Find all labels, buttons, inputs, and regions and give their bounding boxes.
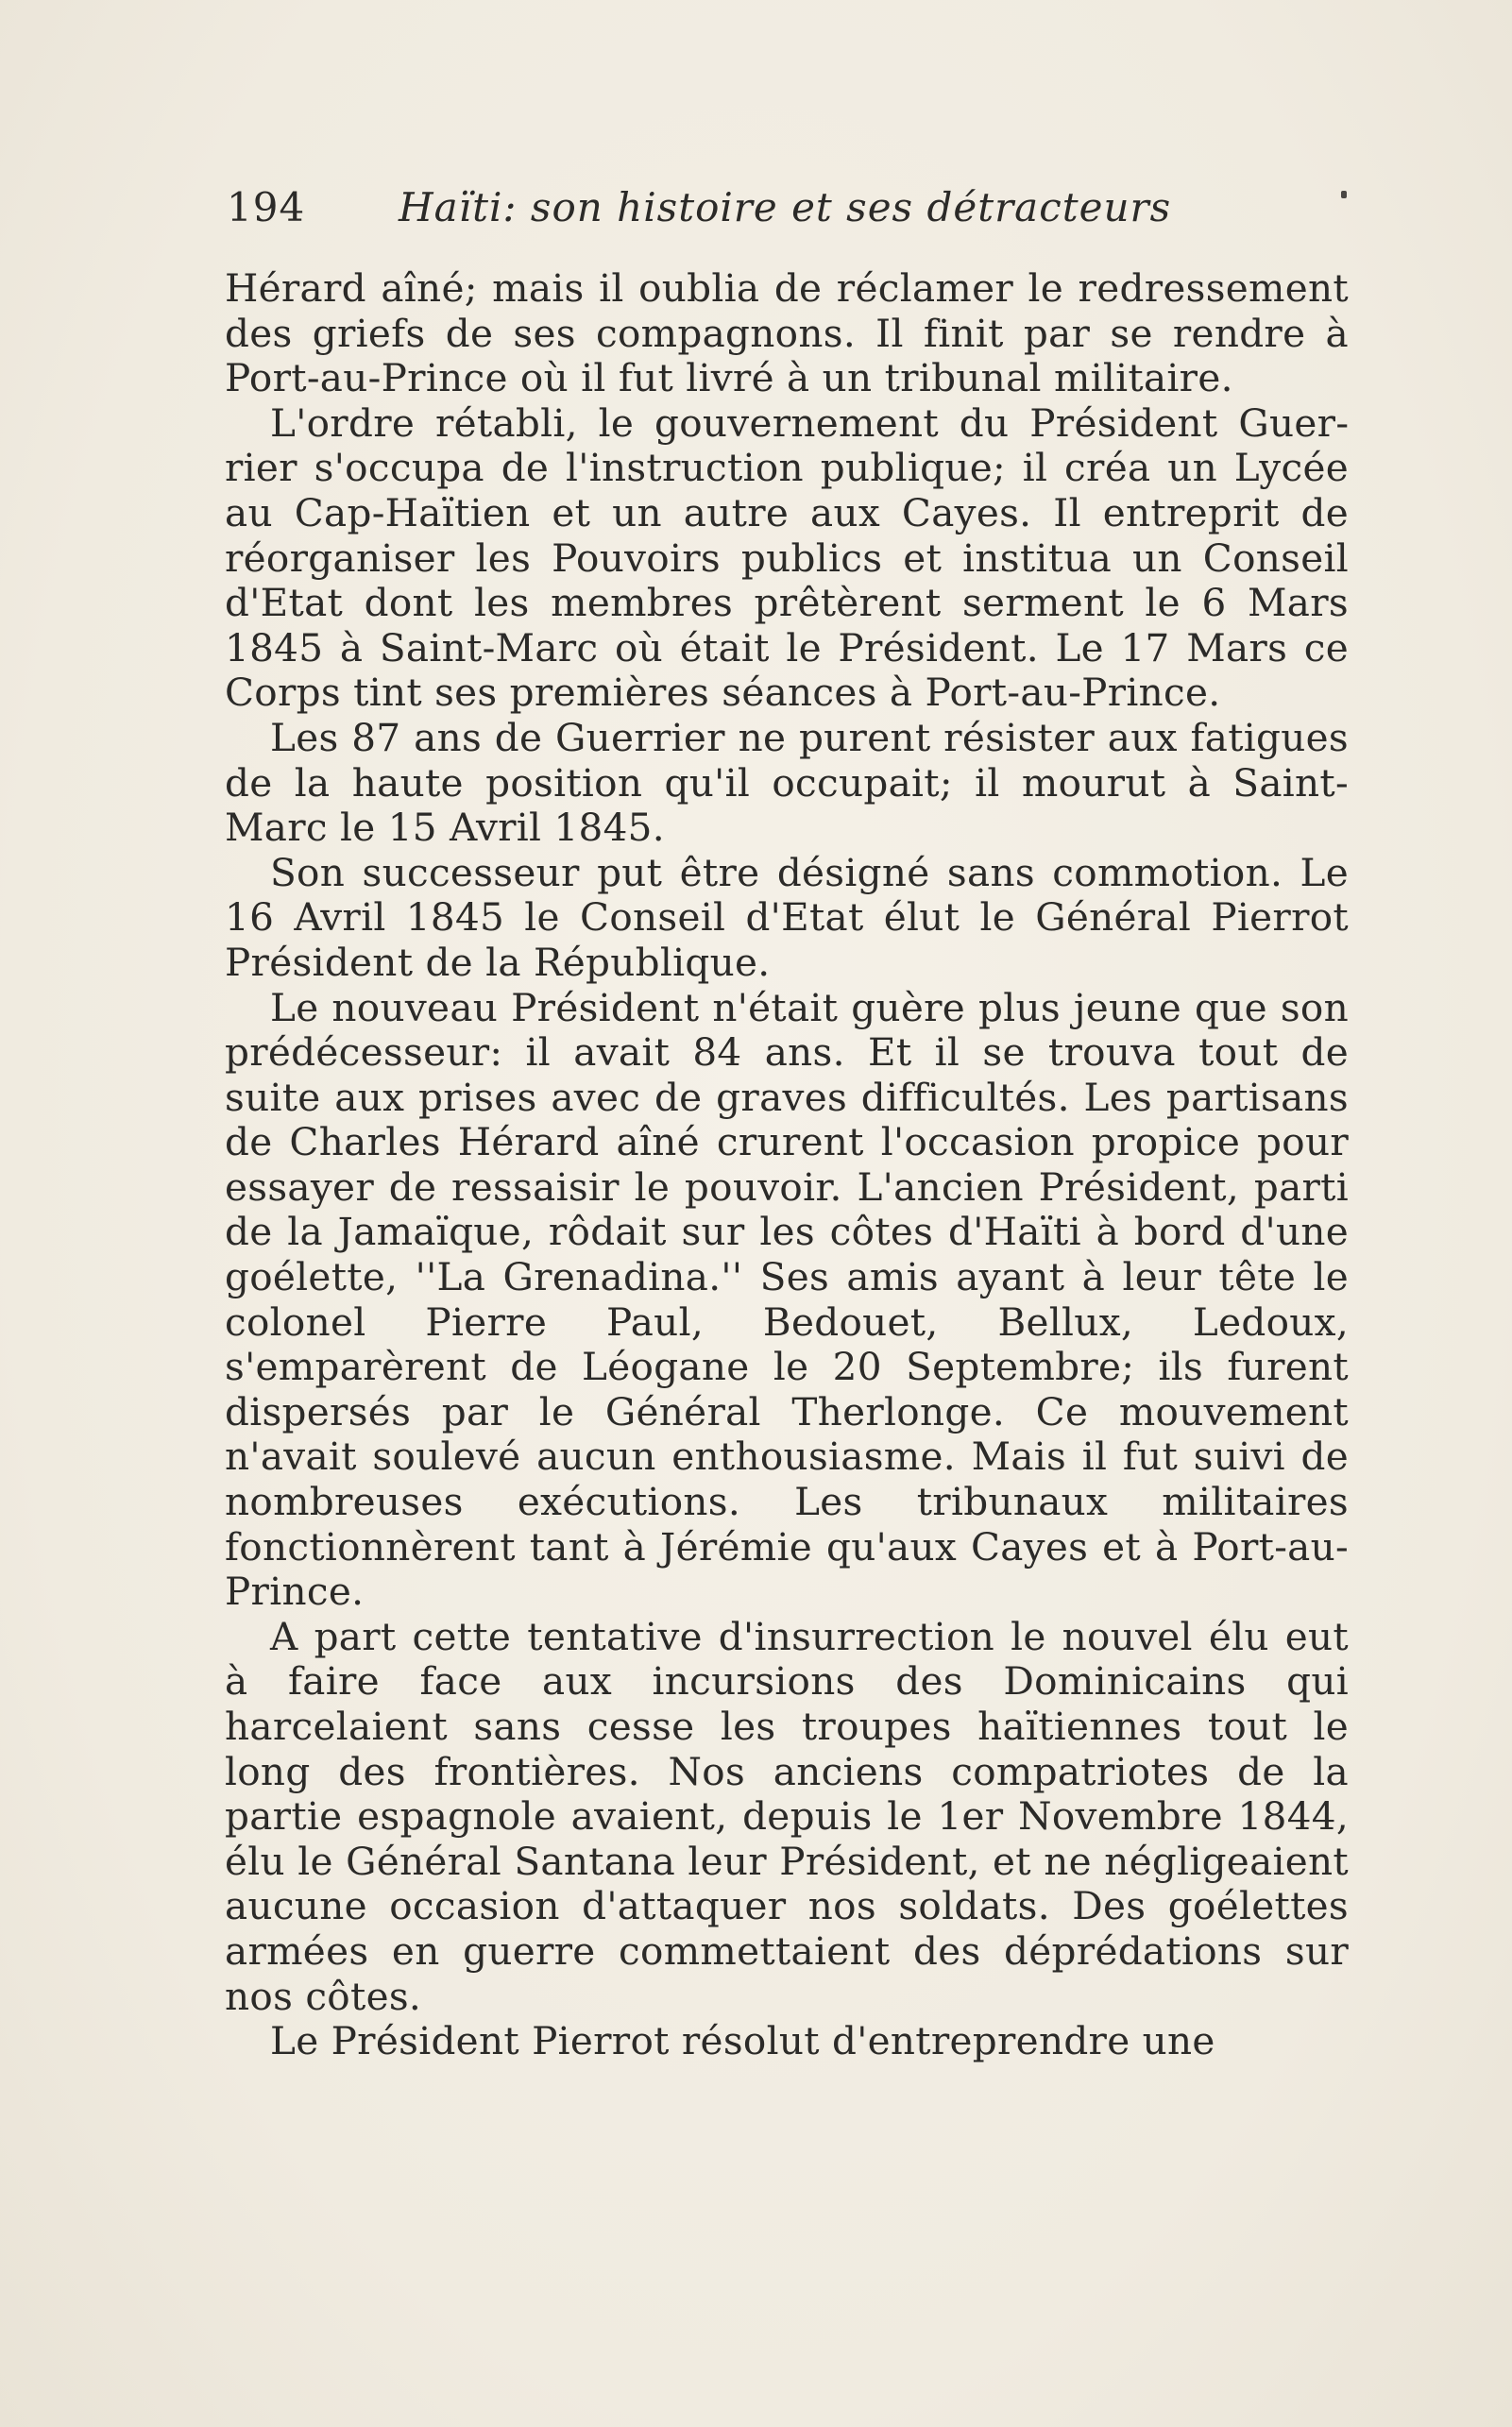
paragraph: Son successeur put être désigné sans commotion. Le 16 Avril 1845 le Conseil d'Etat élut le Général Pierrot Président de la République. [225,849,1349,985]
paragraph: Le Président Pierrot résolut d'entreprendre une [270,2018,1215,2064]
page-header [227,179,1351,236]
body-text [225,266,1349,2064]
page-number: 194 [227,184,306,230]
paragraph: Le nouveau Président n'était guère plus jeune que son prédécesseur: il avait 84 ans. Et il se trouva tout de suite aux prises avec de graves difficultés. Les partisans de Charles Hérard aîné crurent l'occasion propice pour essayer de ressaisir le pouvoir. L'ancien Président, parti de la Jamaïque, rôdait sur les côtes d'Haïti à bord d'une goélette, ''La Grenadina.'' Ses amis ayant à leur tête le colonel Pierre Paul, Bedouet, Bellux, Ledoux, s'emparèrent de Léogane le 20 Septembre; ils furent dispersés par le Général Therlonge. Ce mouvement n'avait soulevé aucun enthousiasme. Mais il fut suivi de nombreuses exécutions. Les tribunaux militaires fonctionnèrent tant à Jérémie qu'aux Cayes et à Port-au-Prince. [225,984,1349,1615]
running-title: Haïti: son histoire et ses détracteurs [399,184,1172,230]
paragraph: Hérard aîné; mais il oublia de réclamer le redressement des griefs de ses compagnons. Il finit par se rendre à Port-au-Prince où il fut livré à un tribunal militaire. [225,265,1349,401]
paragraph: Les 87 ans de Guerrier ne purent résister aux fatigues de la haute position qu'il occupait; il mourut à Saint-Marc le 15 Avril 1845. [225,714,1349,851]
paragraph: A part cette tentative d'insurrection le nouvel élu eut à faire face aux incursions des Dominicains qui harcelaient sans cesse les troupes haïtiennes tout le long des frontières. Nos anciens compatriotes de la partie espagnole avaient, depuis le 1er Novembre 1844, élu le Général Santana leur Président, et ne négligeaient aucune occasion d'attaquer nos soldats. Des goélettes armées en guerre commettaient des déprédations sur nos côtes. [225,1613,1349,2019]
ink-speck [1341,191,1347,198]
paragraph: L'ordre rétabli, le gouvernement du Président Guerrier s'occupa de l'instruction publique; il créa un Lycée au Cap-Haïtien et un autre aux Cayes. Il entreprit de réorganiser les Pouvoirs publics et institua un Conseil d'Etat dont les membres prêtèrent serment le 6 Mars 1845 à Saint-Marc où était le Président. Le 17 Mars ce Corps tint ses premières séances à Port-au-Prince. [225,399,1349,716]
